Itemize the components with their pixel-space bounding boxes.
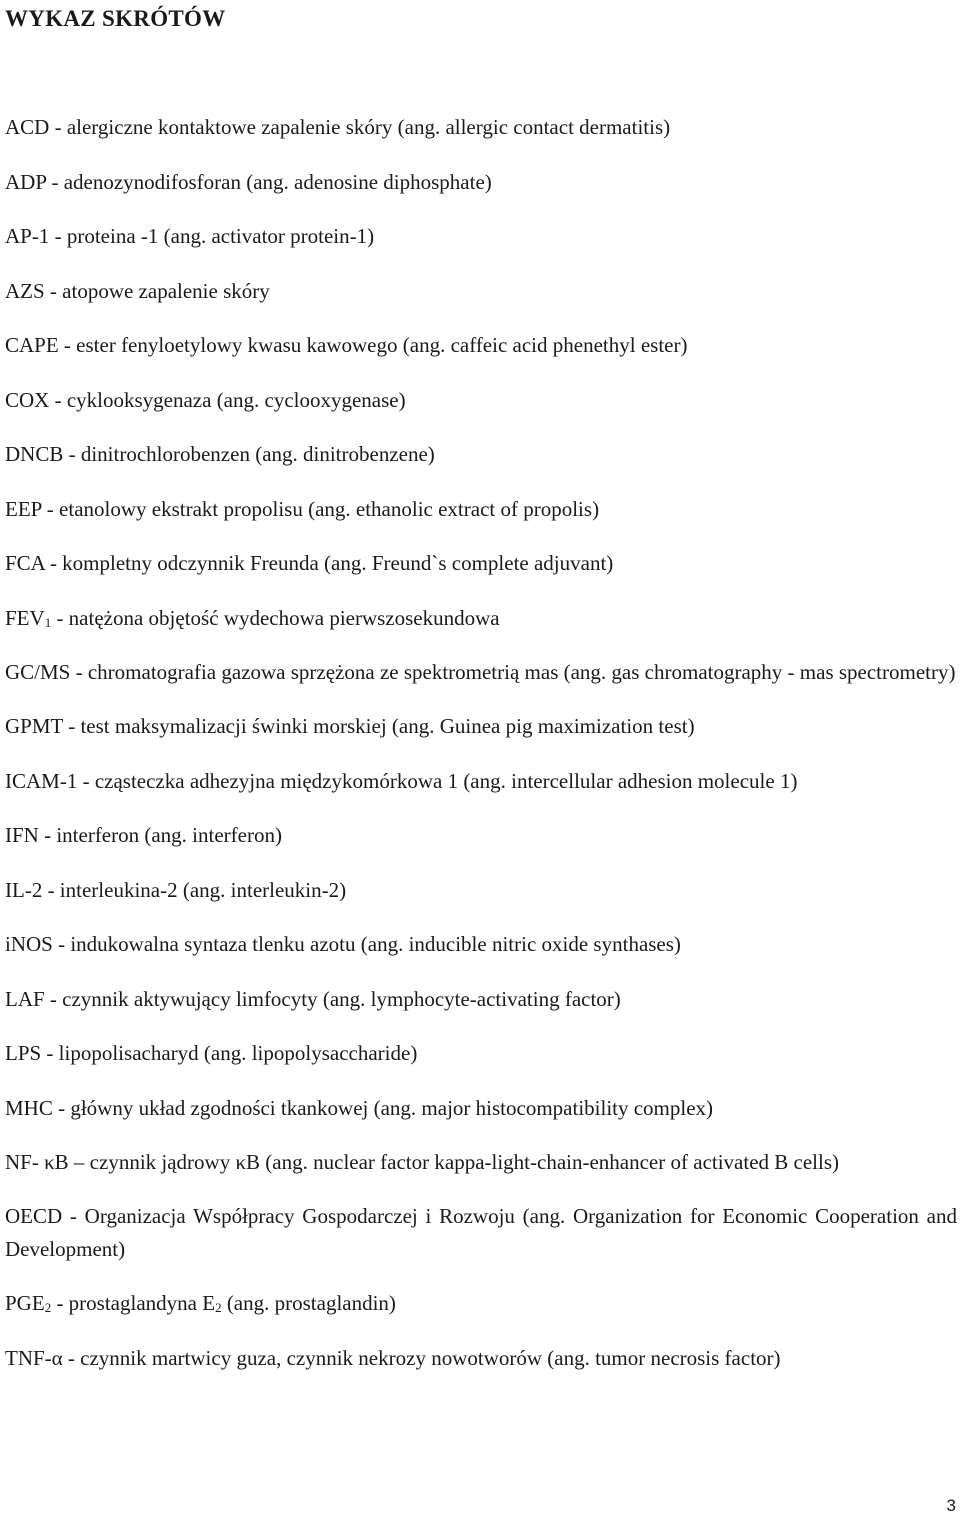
- entry-text: GPMT - test maksymalizacji świnki morskiej (ang. Guinea pig maximization test): [5, 714, 695, 738]
- entry-text: COX - cyklooksygenaza (ang. cyclooxygenase): [5, 387, 406, 412]
- abbreviation-entry: [5, 1342, 957, 1374]
- entry-text: FCA - kompletny odczynnik Freunda (ang. Freund`s complete adjuvant): [5, 551, 614, 575]
- entry-text: - natężona objętość wydechowa pierwszosekundowa: [51, 605, 500, 630]
- abbreviation-entry: [5, 710, 957, 742]
- abbreviation-entry: [5, 1200, 957, 1266]
- entry-text: EEP - etanolowy ekstrakt propolisu (ang. ethanolic extract of propolis): [5, 496, 600, 521]
- entry-text: IL-2 - interleukina-2 (ang. interleukin-2): [5, 877, 347, 902]
- abbreviation-entry: [5, 765, 957, 797]
- entry-text: DNCB - dinitrochlorobenzen (ang. dinitrobenzene): [5, 442, 435, 466]
- abbreviation-entry: [5, 1037, 957, 1069]
- abbreviation-entry: [5, 438, 957, 470]
- abbreviation-entry: [5, 493, 957, 525]
- abbreviation-entry: [5, 1287, 957, 1319]
- entry-text: iNOS - indukowalna syntaza tlenku azotu (ang. inducible nitric oxide synthases): [5, 932, 681, 956]
- entry-text: LPS - lipopolisacharyd (ang. lipopolysaccharide): [5, 1041, 418, 1065]
- abbreviation-entry: [5, 384, 957, 416]
- entry-text: AZS - atopowe zapalenie skóry: [5, 278, 270, 303]
- abbreviation-entry: [5, 111, 957, 143]
- abbreviation-entry: [5, 329, 957, 361]
- abbreviation-entry: [5, 819, 957, 851]
- abbreviation-entry: [5, 874, 957, 906]
- abbreviation-entry: [5, 928, 957, 960]
- entry-text: ADP - adenozynodifosforan (ang. adenosine diphosphate): [5, 169, 492, 194]
- abbreviation-entry: [5, 656, 957, 689]
- entry-text: IFN - interferon (ang. interferon): [5, 823, 282, 847]
- entry-text: MHC - główny układ zgodności tkankowej (ang. major histocompatibility complex): [5, 1095, 714, 1120]
- subscript: 2: [44, 1300, 52, 1315]
- entry-text: (ang. prostaglandin): [221, 1291, 396, 1315]
- entry-text: NF- κB – czynnik jądrowy κB (ang. nuclear factor kappa-light-chain-enhancer of activated B cells): [5, 1150, 840, 1174]
- entry-text: FEV: [5, 605, 45, 630]
- abbreviation-entry: [5, 602, 957, 634]
- entry-text: OECD - Organizacja Współpracy Gospodarczej i Rozwoju (ang. Organization for Economic Cooperation and Development): [5, 1204, 957, 1261]
- entry-text: ACD - alergiczne kontaktowe zapalenie skóry (ang. allergic contact dermatitis): [5, 115, 671, 139]
- abbreviation-entry: [5, 1146, 957, 1179]
- subscript: 2: [215, 1300, 222, 1315]
- entry-text: GC/MS - chromatografia gazowa sprzężona ze spektrometrią mas (ang. gas chromatography - mas spectrometry): [5, 660, 956, 684]
- abbreviation-entry: [5, 547, 957, 579]
- entry-text: PGE: [5, 1291, 45, 1315]
- abbreviation-list: [5, 111, 957, 1396]
- entry-text: ICAM-1 - cząsteczka adhezyjna międzykomórkowa 1 (ang. intercellular adhesion molecule 1): [5, 768, 798, 793]
- entry-text: TNF-α - czynnik martwicy guza, czynnik nekrozy nowotworów (ang. tumor necrosis factor): [5, 1345, 781, 1370]
- page-title: WYKAZ SKRÓTÓW: [5, 6, 226, 31]
- entry-text: LAF - czynnik aktywujący limfocyty (ang. lymphocyte-activating factor): [5, 986, 621, 1011]
- abbreviation-entry: [5, 983, 957, 1015]
- entry-text: CAPE - ester fenyloetylowy kwasu kawowego (ang. caffeic acid phenethyl ester): [5, 333, 688, 357]
- entry-text: AP-1 - proteina -1 (ang. activator protein-1): [5, 224, 375, 248]
- page-number: 3: [946, 1496, 956, 1515]
- subscript: 1: [44, 614, 52, 630]
- abbreviation-entry: [5, 220, 957, 252]
- abbreviation-entry: [5, 1092, 957, 1124]
- entry-text: - prostaglandyna E: [51, 1291, 216, 1315]
- abbreviation-entry: [5, 166, 957, 198]
- abbreviation-entry: [5, 275, 957, 307]
